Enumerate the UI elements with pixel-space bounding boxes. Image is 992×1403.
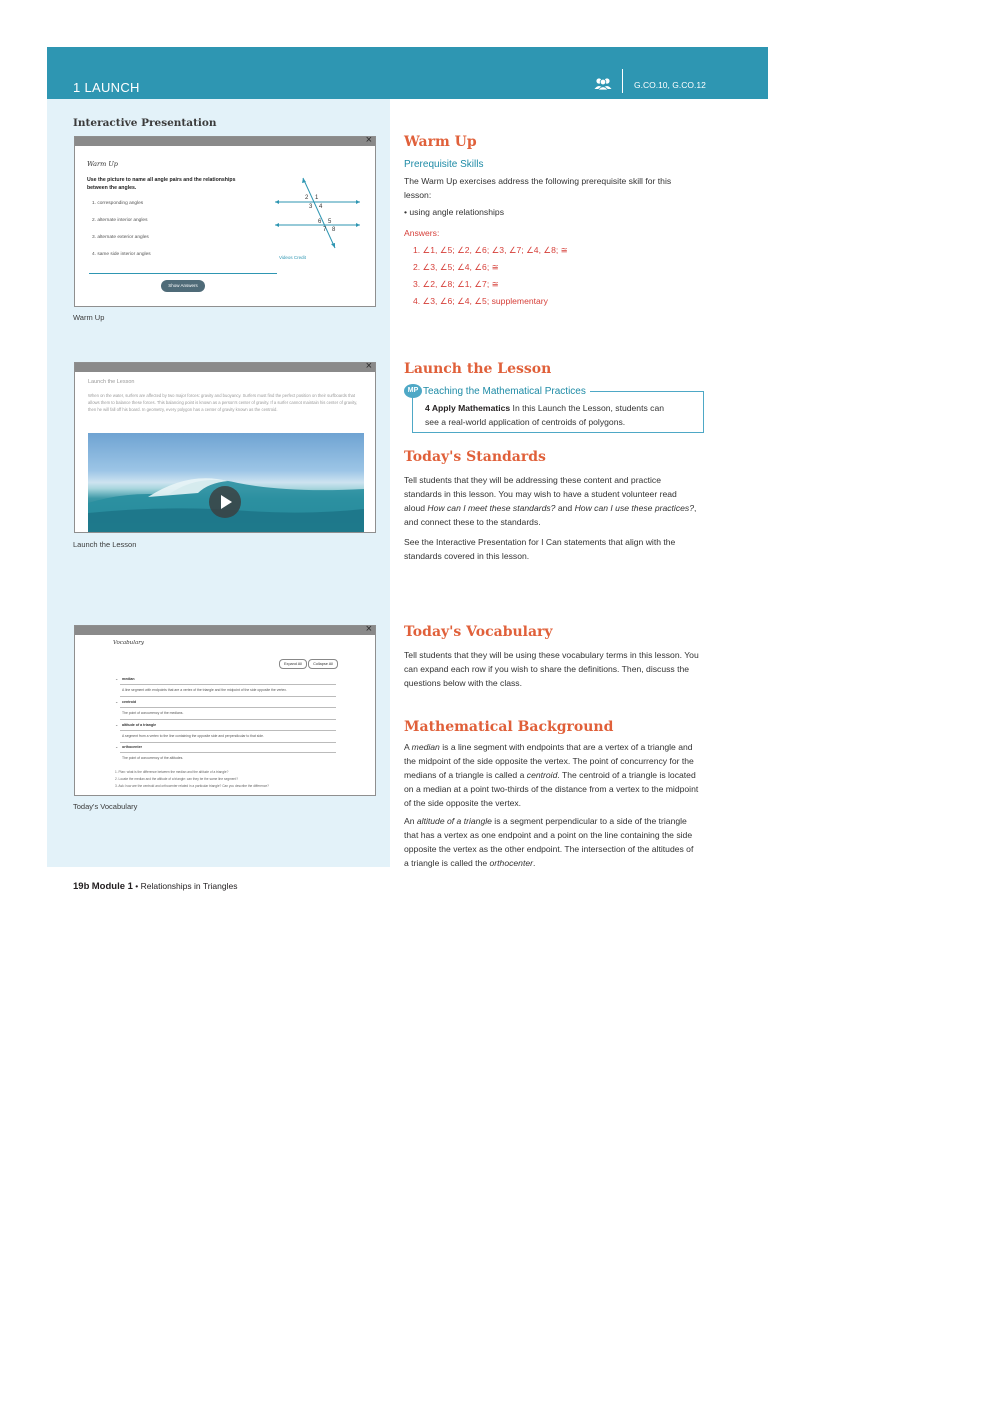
vocab-term[interactable]: orthocenter (122, 745, 142, 749)
warm-up-caption: Warm Up (73, 313, 105, 322)
warm-up-item: 2. alternate interior angles (92, 218, 148, 223)
expand-all-button[interactable]: Expand All (279, 659, 307, 669)
screen-title-bar (75, 626, 375, 635)
surf-video[interactable] (88, 433, 364, 532)
warm-up-item: 4. same side interior angles (92, 252, 151, 257)
text-run: median (411, 742, 440, 752)
chevron-down-icon[interactable]: ⌄ (115, 676, 119, 681)
angle-label: 4 (319, 204, 323, 210)
answer-line: 4. ∠3, ∠6; ∠4, ∠5; supplementary (413, 296, 548, 306)
text-run: altitude of a triangle (416, 816, 492, 826)
vocab-question: 3. Ask: how are the centroid and orthocenter related in a particular triangle? Can you describe the difference? (115, 784, 269, 788)
launch-title: Launch the Lesson (404, 361, 552, 377)
divider (120, 742, 336, 743)
standards-paragraph-2: See the Interactive Presentation for I Can statements that align with the standards covered in this lesson. (404, 537, 676, 561)
background-paragraph-2 (404, 814, 700, 870)
divider (120, 684, 336, 685)
divider (120, 752, 336, 753)
mp-bold: 4 Apply Mathematics (425, 403, 511, 413)
transversal-diagram (265, 173, 365, 253)
angle-label: 2 (305, 195, 309, 201)
mp-text (425, 401, 701, 429)
play-icon (220, 495, 232, 509)
warm-up-screen-prompt: Use the picture to name all angle pairs and the relationships between the angles. (87, 177, 236, 191)
vocab-term[interactable]: median (122, 677, 135, 681)
vocab-term[interactable]: altitude of a triangle (122, 723, 157, 727)
standards-title: Today's Standards (404, 449, 546, 465)
angle-label: 5 (328, 219, 332, 225)
warm-up-screen-heading: Warm Up (87, 160, 118, 168)
vocabulary-text: Tell students that they will be using these vocabulary terms in this lesson. You can expand each row if you wish to share the definitions. Then, discuss the questions below with the class. (404, 650, 699, 688)
screen-title-bar (75, 363, 375, 372)
module-label: Module 1 (91, 881, 133, 892)
show-answers-button[interactable]: Show Answers (161, 280, 205, 292)
launch-screen-text: When on the water, surfers are affected by two major forces: gravity and buoyancy. Surfers must find the perfect position on their surfboards that allows them to balance these forces. This balancing point is known as a person's center of gravity. If a surfer cannot maintain his center of gravity, then he will fall off his board. In geometry, every polygon has a center of gravity known as the centroid. (88, 393, 358, 412)
vocabulary-caption: Today's Vocabulary (73, 802, 138, 811)
mp-text-line2: see a real-world application of centroids of polygons. (425, 417, 626, 427)
warm-up-item: 1. corresponding angles (92, 201, 144, 206)
vocab-definition: A line segment with endpoints that are a vertex of the triangle and the midpoint of the side opposite the vertex. (122, 688, 287, 692)
header-standards: G.CO.10, G.CO.12 (634, 80, 706, 90)
screen-title-bar (75, 137, 375, 146)
section-label: 1 LAUNCH (73, 80, 140, 95)
text-run: is a segment perpendicular to a side of the triangle that has a vertex as one endpoint and a point on the line containing the side opposite the vertex as the other endpoint. The intersection of the altitudes of a triangle is called the (404, 816, 694, 868)
text-run: centroid (526, 770, 558, 780)
answer-line: 3. ∠2, ∠8; ∠1, ∠7; ≅ (413, 279, 499, 289)
page-footer (73, 881, 237, 892)
angle-label: 8 (332, 227, 336, 233)
chapter-label: Relationships in Triangles (140, 881, 238, 891)
warm-up-item: 3. alternate exterior angles (92, 235, 149, 240)
close-icon[interactable]: × (365, 623, 372, 635)
text-run: How can I use these practices? (574, 503, 694, 513)
launch-screen[interactable] (74, 362, 376, 533)
mp-title: Teaching the Mathematical Practices (419, 386, 590, 397)
standards-paragraph (404, 473, 700, 529)
chevron-down-icon[interactable]: ⌄ (115, 744, 119, 749)
angle-label: 6 (318, 219, 322, 225)
vocabulary-screen-heading: Vocabulary (113, 640, 144, 646)
warm-up-screen[interactable] (74, 136, 376, 307)
text-run: Tell students that they will be addressing these content and practice standards in this lesson. You may wish to have a student volunteer read aloud (404, 475, 677, 513)
vocab-definition: A segment from a vertex to the line containing the opposite side and perpendicular to that side. (122, 734, 264, 738)
text-run: , and connect these to the standards. (404, 503, 697, 527)
text-run: and (555, 503, 575, 513)
angle-label: 1 (315, 195, 319, 201)
background-paragraph-1 (404, 740, 700, 810)
videos-credit-link[interactable]: Videos Credit (279, 255, 306, 260)
header-bar (47, 47, 768, 99)
vocab-definition: The point of concurrency of the medians. (122, 711, 184, 715)
answers-label: Answers: (404, 228, 440, 238)
answer-line: 2. ∠3, ∠5; ∠4, ∠6; ≅ (413, 262, 499, 272)
warm-up-text: The Warm Up exercises address the following prerequisite skill for this lesson: (404, 176, 672, 200)
group-icon (594, 77, 612, 91)
warm-up-title: Warm Up (404, 134, 477, 150)
text-run: An (404, 816, 417, 826)
play-button[interactable] (209, 486, 241, 518)
close-icon[interactable]: × (365, 134, 372, 146)
vocabulary-screen[interactable] (74, 625, 376, 796)
divider (120, 696, 336, 697)
interactive-presentation-title: Interactive Presentation (73, 117, 217, 129)
text-run: . The centroid of a triangle is located on a median at a point two-thirds of the distance from a vertex to the midpoint of the side opposite the vertex. (404, 770, 699, 808)
header-divider (622, 69, 623, 93)
prerequisite-skills-title: Prerequisite Skills (404, 159, 484, 170)
angle-label: 7 (323, 227, 327, 233)
text-run: is a line segment with endpoints that are a vertex of a triangle and the midpoint of the side opposite the vertex. The point of concurrency for the medians of a triangle is called a (404, 742, 694, 780)
launch-caption: Launch the Lesson (73, 540, 137, 549)
chevron-down-icon[interactable]: ⌄ (115, 699, 119, 704)
text-run: orthocenter (489, 858, 533, 868)
vocab-question: 1. Plan: what is the difference between the median and the altitude of a triangle? (115, 770, 229, 774)
text-run: How can I meet these standards? (427, 503, 556, 513)
chevron-down-icon[interactable]: ⌄ (115, 722, 119, 727)
launch-screen-heading: Launch the Lesson (88, 379, 135, 385)
vocab-question: 2. Locate the median and the altitude of a triangle: can they be the same line segment? (115, 777, 238, 781)
answer-line: 1. ∠1, ∠5; ∠2, ∠6; ∠3, ∠7; ∠4, ∠8; ≅ (413, 245, 568, 255)
mp-icon: MP (404, 384, 422, 398)
answer-underline (89, 273, 277, 274)
mp-text-line1: In this Launch the Lesson, students can (510, 403, 665, 413)
text-run: . (533, 858, 536, 868)
page-number: 19b (73, 881, 90, 892)
warm-up-bullet: • using angle relationships (404, 207, 504, 217)
close-icon[interactable]: × (365, 360, 372, 372)
background-title: Mathematical Background (404, 719, 614, 735)
vocab-term[interactable]: centroid (122, 700, 137, 704)
divider (120, 707, 336, 708)
collapse-all-button[interactable]: Collapse All (308, 659, 338, 669)
vocabulary-title: Today's Vocabulary (404, 624, 553, 640)
text-run: A (404, 742, 412, 752)
footer-separator: • (132, 881, 141, 891)
vocab-definition: The point of concurrency of the altitudes. (122, 756, 184, 760)
divider (120, 730, 336, 731)
angle-label: 3 (309, 204, 313, 210)
divider (120, 719, 336, 720)
